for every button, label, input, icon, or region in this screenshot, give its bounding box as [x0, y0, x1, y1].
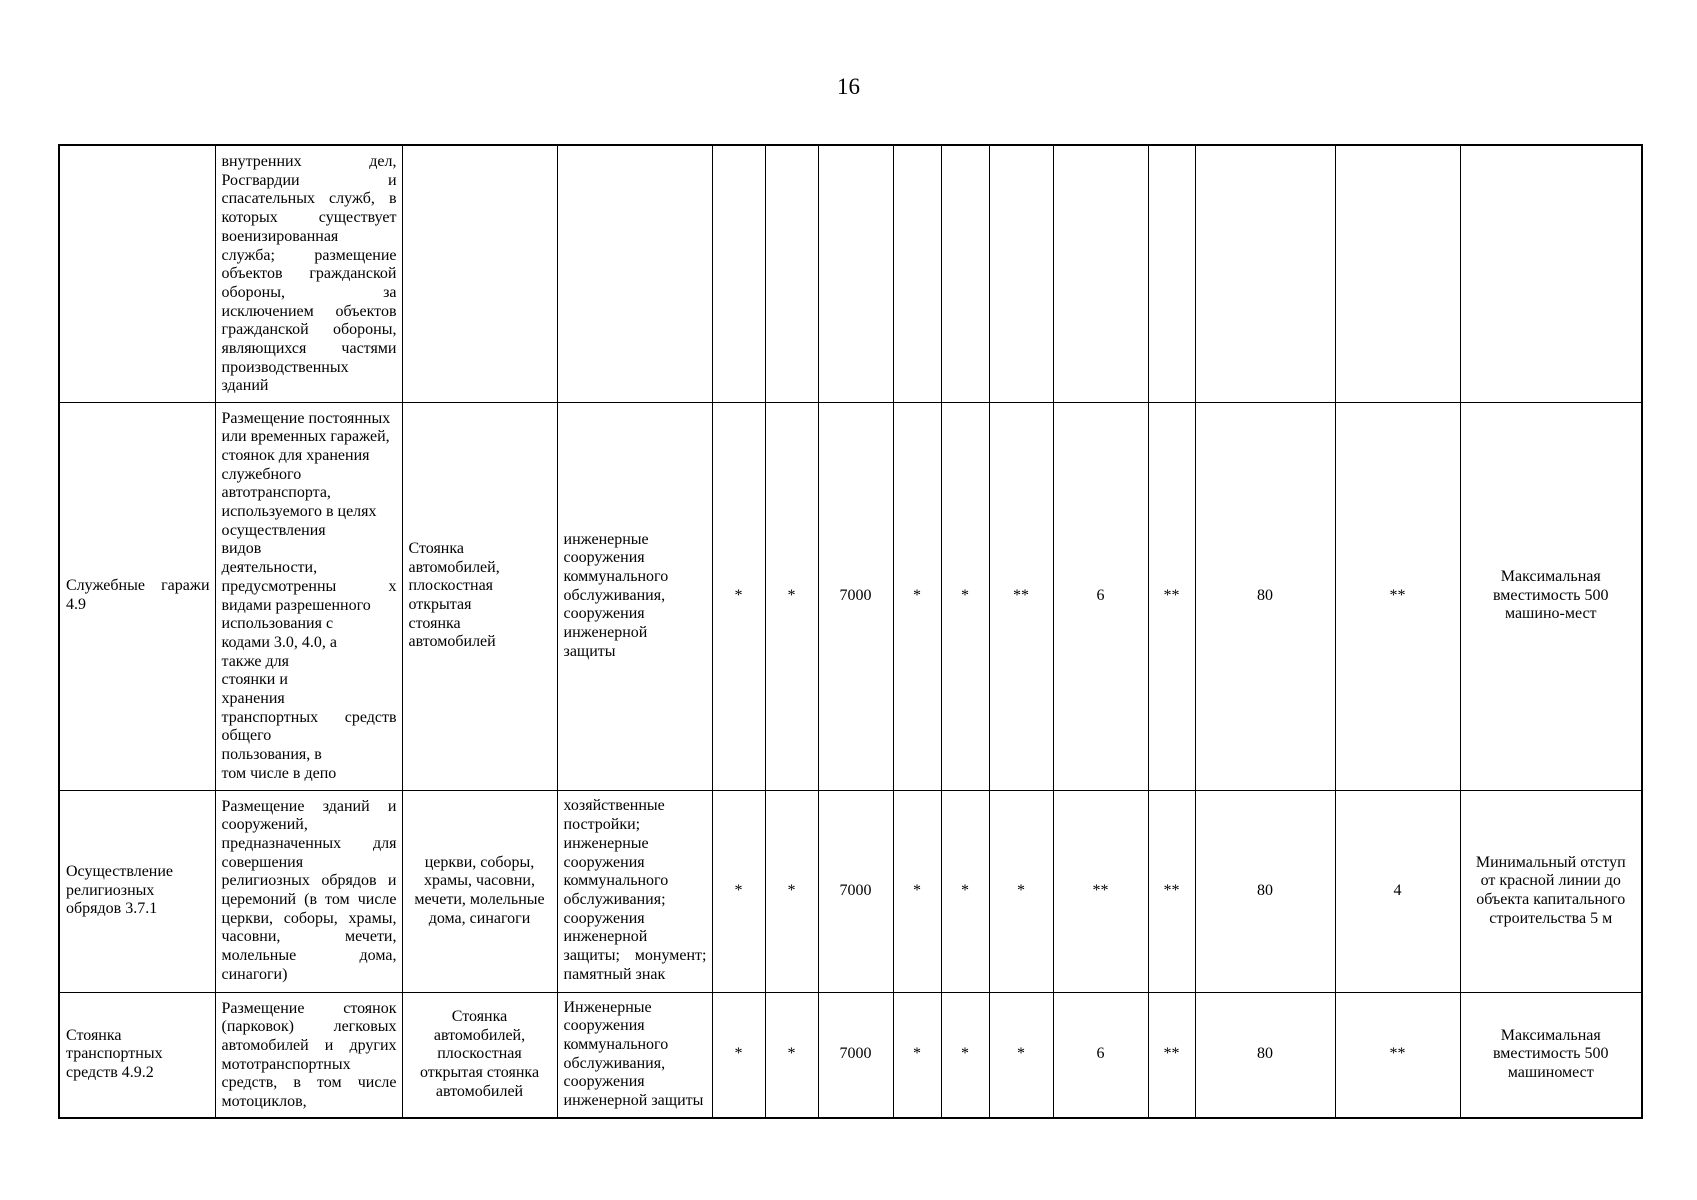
description-line: кодами 3.0, 4.0, а: [221, 633, 338, 651]
param-cell: [1053, 145, 1148, 402]
auxiliary-objects-cell: [557, 790, 712, 992]
param-cell: [1148, 145, 1195, 402]
description-line: видов: [221, 540, 262, 558]
param-cell: [818, 992, 893, 1118]
param-cell: [712, 402, 765, 790]
main-objects-line: плоскостная: [437, 1045, 522, 1063]
param-cell: [712, 992, 765, 1118]
description-line: мотоциклов,: [221, 1093, 307, 1111]
param-value: 4: [1393, 881, 1402, 899]
auxiliary-objects-line: сооружения: [563, 909, 645, 927]
description-line: деятельности,: [221, 559, 318, 577]
param-value: *: [913, 586, 921, 604]
description-line: которых существует: [221, 209, 397, 227]
description-line: гражданской обороны,: [221, 321, 397, 339]
description-line: (парковок) легковых: [221, 1018, 397, 1036]
note-line: вместимость 500: [1493, 586, 1609, 604]
description-line: исключением объектов: [221, 302, 397, 320]
param-cell: [893, 402, 941, 790]
description-line: использования с: [221, 615, 334, 633]
description-line: служебного: [221, 465, 302, 483]
main-objects-line: дома, синагоги: [428, 909, 531, 927]
param-cell: [941, 402, 989, 790]
param-value: 6: [1096, 586, 1105, 604]
param-value: *: [734, 881, 743, 899]
description-line: том числе в депо: [221, 764, 337, 782]
description-cell: [215, 402, 402, 790]
description-line: совершения: [221, 853, 304, 871]
param-cell: [1148, 790, 1195, 992]
note-line: вместимость 500: [1493, 1045, 1609, 1063]
use-name-cell: [59, 402, 215, 790]
param-cell: [1335, 145, 1460, 402]
description-line: также для: [221, 652, 289, 670]
param-value: **: [1163, 586, 1180, 604]
param-cell: [1053, 790, 1148, 992]
param-cell: [1335, 402, 1460, 790]
param-value: **: [1163, 881, 1180, 899]
note-cell: [1460, 992, 1642, 1118]
param-value: *: [961, 1045, 969, 1063]
auxiliary-objects-line: защиты: [563, 642, 616, 660]
description-line: сооружений,: [221, 816, 308, 834]
description-line: осуществления: [221, 521, 326, 539]
use-name-line: Стоянка: [66, 1026, 122, 1044]
param-cell: [1148, 992, 1195, 1118]
param-cell: [1195, 402, 1335, 790]
param-value: *: [1017, 881, 1025, 899]
param-cell: [818, 145, 893, 402]
note-line: строительства 5 м: [1489, 909, 1613, 927]
auxiliary-objects-line: сооружения: [563, 549, 645, 567]
param-cell: [712, 790, 765, 992]
param-cell: [941, 790, 989, 992]
description-cell: [215, 145, 402, 402]
description-line: Размещение постоянных: [221, 409, 391, 427]
param-cell: [765, 992, 818, 1118]
param-cell: [893, 145, 941, 402]
table-body: [59, 145, 1642, 1118]
param-value: 80: [1257, 1045, 1273, 1063]
param-value: **: [1389, 1045, 1406, 1063]
param-cell: [941, 992, 989, 1118]
description-line: обороны, за: [221, 283, 397, 301]
param-cell: [989, 790, 1053, 992]
param-cell: [1335, 992, 1460, 1118]
param-value: *: [913, 1045, 921, 1063]
param-value: *: [1017, 1045, 1025, 1063]
description-line: предназначенных для: [221, 834, 397, 852]
description-line: автомобилей и других: [221, 1036, 397, 1054]
note-line: Максимальная: [1500, 567, 1601, 585]
param-cell: [893, 790, 941, 992]
auxiliary-objects-line: инженерной защиты: [563, 1092, 704, 1110]
param-cell: [818, 402, 893, 790]
param-cell: [989, 145, 1053, 402]
param-cell: [712, 145, 765, 402]
auxiliary-objects-line: памятный знак: [563, 965, 666, 983]
note-cell: [1460, 790, 1642, 992]
description-line: Размещение зданий и: [221, 797, 397, 815]
description-line: синагоги): [221, 965, 288, 983]
description-line: общего: [221, 727, 272, 745]
use-name-line: транспортных: [66, 1045, 163, 1063]
use-name-line: средств 4.9.2: [66, 1064, 154, 1082]
auxiliary-objects-line: защиты; монумент;: [563, 947, 707, 965]
auxiliary-objects-cell: [557, 992, 712, 1118]
auxiliary-objects-line: Инженерные: [563, 998, 652, 1016]
description-line: автотранспорта,: [221, 484, 331, 502]
param-value: 80: [1257, 881, 1273, 899]
auxiliary-objects-line: хозяйственные: [563, 797, 665, 815]
param-value: *: [734, 1045, 743, 1063]
auxiliary-objects-line: инженерной: [563, 928, 648, 946]
description-line: или временных гаражей,: [221, 428, 390, 446]
param-value: *: [787, 1045, 796, 1063]
description-line: часовни, мечети,: [221, 928, 397, 946]
use-name-line: религиозных: [66, 881, 155, 899]
main-objects-cell: [402, 992, 557, 1118]
auxiliary-objects-line: инженерные: [563, 530, 649, 548]
zoning-regulations-table: [58, 144, 1643, 1119]
param-value: 7000: [839, 1045, 872, 1063]
description-cell: [215, 992, 402, 1118]
auxiliary-objects-line: коммунального: [563, 1036, 669, 1054]
param-value: *: [734, 586, 743, 604]
param-cell: [941, 145, 989, 402]
auxiliary-objects-line: сооружения: [563, 1073, 645, 1091]
description-line: видами разрешенного: [221, 596, 371, 614]
param-value: **: [1389, 586, 1406, 604]
note-line: объекта капитального: [1476, 891, 1626, 908]
description-line: молельные дома,: [221, 947, 397, 965]
param-value: *: [961, 586, 969, 604]
main-objects-cell: [402, 145, 557, 402]
param-cell: [765, 790, 818, 992]
description-line: являющихся частями: [221, 340, 397, 358]
note-line: машиномест: [1507, 1064, 1594, 1082]
description-line: производственных: [221, 358, 349, 376]
param-cell: [893, 992, 941, 1118]
description-line: Росгвардии и: [221, 171, 397, 189]
description-line: внутренних дел,: [221, 153, 397, 170]
description-line: религиозных обрядов и: [221, 872, 397, 890]
table-row: [59, 145, 1642, 402]
description-line: предусмотренны х: [221, 577, 397, 595]
param-value: *: [913, 881, 921, 899]
auxiliary-objects-line: инженерной: [563, 624, 648, 642]
use-name-line: обрядов 3.7.1: [66, 900, 158, 918]
description-line: мототранспортных: [221, 1055, 351, 1073]
use-name-line: 4.9: [66, 596, 86, 613]
description-line: средств, в том числе: [221, 1074, 397, 1092]
param-cell: [1053, 402, 1148, 790]
param-value: **: [1163, 1045, 1180, 1063]
auxiliary-objects-line: обслуживания,: [563, 586, 666, 604]
main-objects-cell: [402, 790, 557, 992]
description-line: зданий: [221, 377, 269, 395]
main-objects-cell: [402, 402, 557, 790]
main-objects-line: Стоянка: [408, 539, 464, 557]
main-objects-line: мечети, молельные: [414, 891, 545, 908]
auxiliary-objects-cell: [557, 402, 712, 790]
auxiliary-objects-line: обслуживания;: [563, 891, 666, 908]
param-cell: [1195, 992, 1335, 1118]
description-line: стоянки и: [221, 671, 288, 689]
description-line: транспортных средств: [221, 708, 397, 726]
auxiliary-objects-line: сооружения: [563, 853, 645, 871]
main-objects-line: стоянка: [408, 614, 461, 632]
param-cell: [765, 402, 818, 790]
note-cell: [1460, 145, 1642, 402]
auxiliary-objects-cell: [557, 145, 712, 402]
param-value: **: [1092, 881, 1109, 899]
main-objects-line: Стоянка: [451, 1007, 508, 1025]
description-line: военизированная: [221, 227, 339, 245]
param-value: *: [961, 881, 969, 899]
param-cell: [1053, 992, 1148, 1118]
description-line: спасательных служб, в: [221, 190, 397, 208]
auxiliary-objects-line: постройки;: [563, 816, 641, 834]
table-row: [59, 402, 1642, 790]
main-objects-line: плоскостная: [408, 577, 494, 595]
auxiliary-objects-line: обслуживания,: [563, 1054, 666, 1072]
table-row: [59, 790, 1642, 992]
main-objects-line: открытая: [408, 596, 472, 613]
param-cell: [1148, 402, 1195, 790]
use-name-line: Осуществление: [66, 862, 174, 880]
description-line: стоянок для хранения: [221, 446, 370, 464]
auxiliary-objects-line: сооружения: [563, 605, 645, 623]
param-cell: [989, 402, 1053, 790]
param-value: 6: [1096, 1045, 1105, 1063]
main-objects-line: автомобилей,: [408, 558, 500, 576]
description-line: церкви, соборы, храмы,: [221, 909, 397, 927]
note-line: от красной линии до: [1480, 872, 1621, 890]
note-line: Максимальная: [1500, 1026, 1601, 1044]
main-objects-line: автомобилей: [435, 1082, 524, 1100]
page-number: 16: [837, 74, 860, 99]
param-value: 7000: [839, 586, 872, 604]
param-cell: [818, 790, 893, 992]
param-cell: [989, 992, 1053, 1118]
description-line: используемого в целях: [221, 503, 377, 521]
description-line: Размещение стоянок: [221, 999, 397, 1017]
description-line: объектов гражданской: [221, 265, 397, 283]
main-objects-line: автомобилей: [408, 633, 496, 651]
description-line: церемоний (в том числе: [221, 891, 397, 909]
note-cell: [1460, 402, 1642, 790]
param-cell: [1335, 790, 1460, 992]
auxiliary-objects-line: коммунального: [563, 872, 669, 890]
param-value: *: [787, 586, 796, 604]
main-objects-line: храмы, часовни,: [424, 872, 535, 890]
param-value: 80: [1257, 586, 1273, 604]
table-row: [59, 992, 1642, 1118]
param-cell: [1195, 145, 1335, 402]
main-objects-line: автомобилей,: [433, 1026, 526, 1044]
note-line: Минимальный отступ: [1475, 853, 1626, 871]
use-name-line: Служебные гаражи: [66, 577, 210, 595]
param-cell: [765, 145, 818, 402]
param-value: *: [787, 881, 796, 899]
param-value: 7000: [839, 881, 872, 899]
param-cell: [1195, 790, 1335, 992]
note-line: машино-мест: [1504, 605, 1597, 623]
main-objects-line: открытая стоянка: [419, 1064, 540, 1082]
description-line: служба; размещение: [221, 246, 397, 264]
description-line: пользования, в: [221, 746, 322, 764]
auxiliary-objects-line: коммунального: [563, 567, 669, 585]
auxiliary-objects-line: инженерные: [563, 834, 649, 852]
use-name-cell: [59, 790, 215, 992]
use-name-cell: [59, 145, 215, 402]
use-name-cell: [59, 992, 215, 1118]
description-line: хранения: [221, 690, 285, 708]
param-value: **: [1013, 586, 1029, 604]
main-objects-line: церкви, соборы,: [424, 853, 535, 871]
description-cell: [215, 790, 402, 992]
auxiliary-objects-line: сооружения: [563, 1017, 645, 1035]
